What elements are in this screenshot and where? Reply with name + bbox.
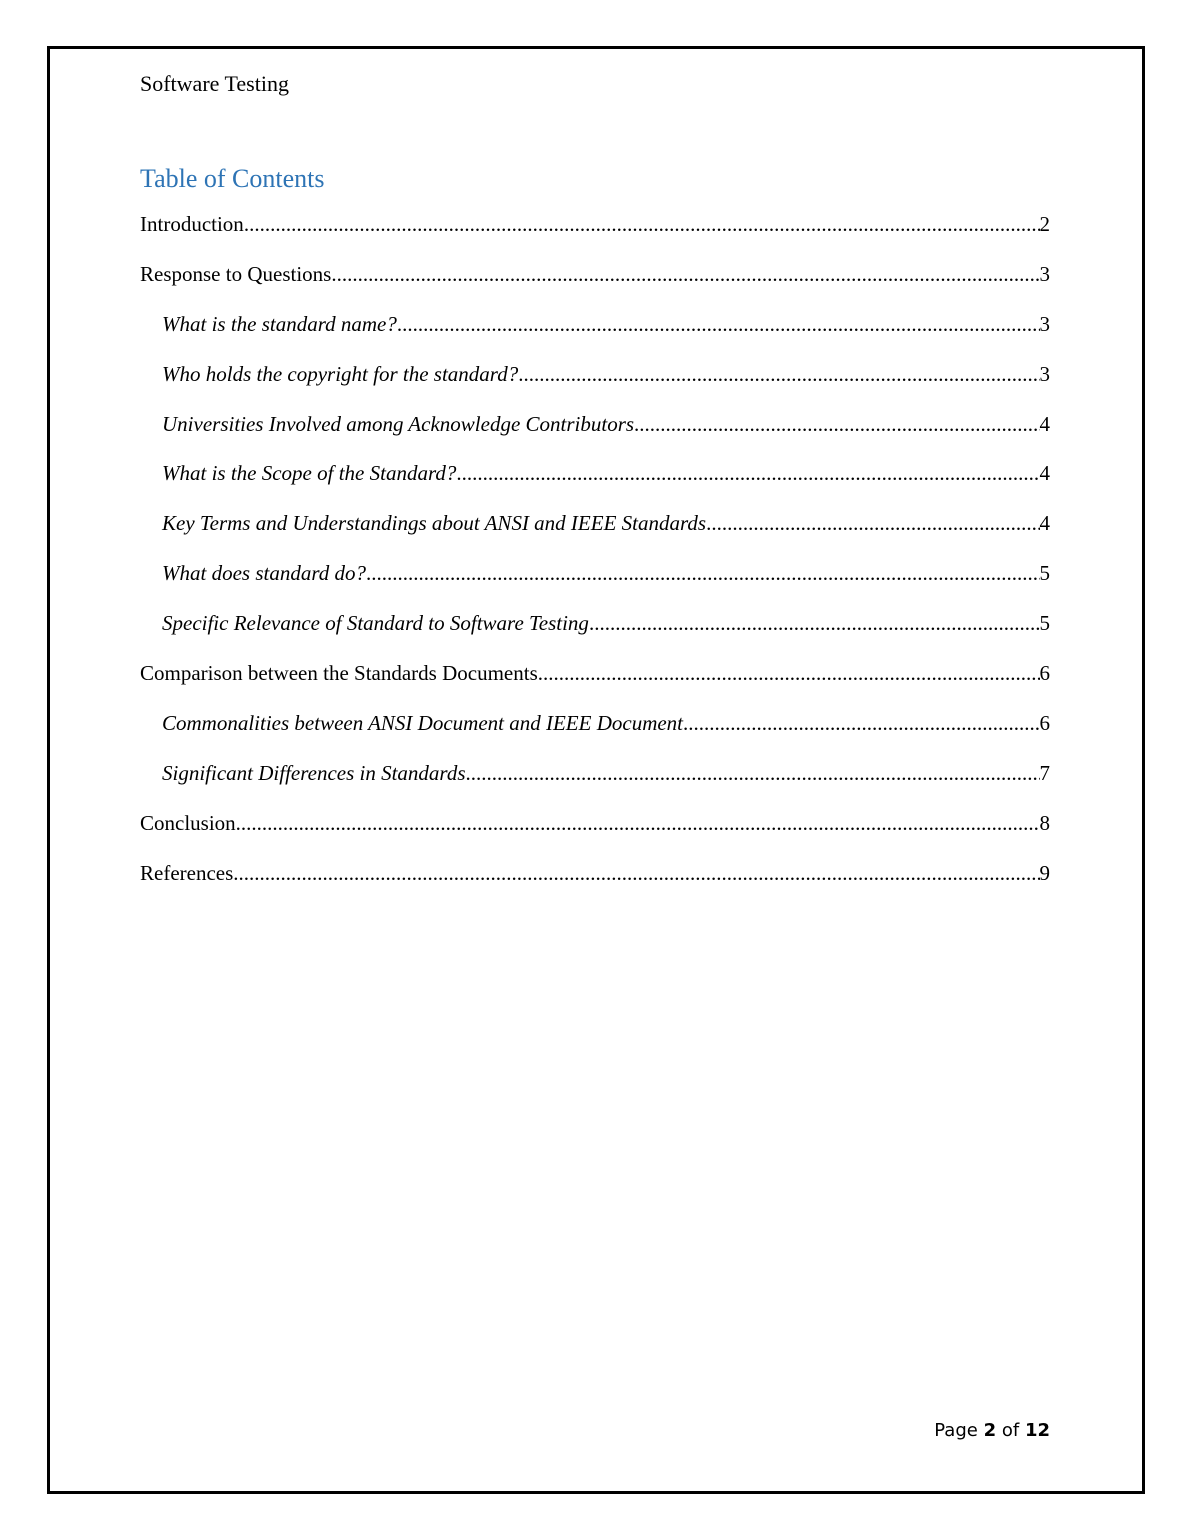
toc-entry-label[interactable]: What does standard do?	[162, 561, 366, 586]
toc-entry-page: 3	[1039, 361, 1050, 386]
toc-entry-page: 4	[1039, 461, 1050, 486]
toc-entry-differences[interactable]	[140, 759, 1050, 809]
toc-leader-dots	[706, 509, 1039, 537]
toc-entry-page: 2	[1039, 212, 1050, 236]
document-header: Software Testing	[140, 71, 289, 96]
toc-leader-dots	[538, 659, 1040, 687]
toc-leader-dots	[233, 859, 1039, 887]
table-of-contents	[140, 210, 1050, 908]
toc-leader-dots	[397, 310, 1040, 338]
toc-entry-label[interactable]: Response to Questions	[140, 261, 332, 286]
toc-entry-label[interactable]: Comparison between the Standards Documents	[140, 661, 538, 686]
toc-leader-dots	[518, 360, 1039, 388]
toc-leader-dots	[466, 759, 1040, 787]
toc-leader-dots	[634, 410, 1039, 438]
toc-leader-dots	[331, 260, 1039, 288]
toc-entry-page: 9	[1039, 860, 1050, 885]
footer-page-word: Page	[934, 1420, 978, 1441]
toc-entry-introduction[interactable]	[140, 210, 1050, 260]
toc-entry-page: 5	[1039, 561, 1050, 586]
toc-entry-universities[interactable]	[140, 410, 1050, 460]
toc-entry-label[interactable]: Commonalities between ANSI Document and IEEE Document	[162, 710, 684, 735]
toc-entry-page: 3	[1039, 261, 1050, 286]
toc-entry-label[interactable]: Introduction	[140, 212, 244, 236]
footer-total-pages: 12	[1024, 1420, 1050, 1441]
toc-leader-dots	[683, 709, 1039, 737]
toc-entry-references[interactable]	[140, 859, 1050, 909]
toc-entry-label[interactable]: References	[140, 860, 234, 885]
toc-entry-page: 4	[1039, 411, 1050, 436]
toc-entry-page: 5	[1039, 611, 1050, 636]
toc-leader-dots	[244, 210, 1040, 238]
toc-entry-page: 7	[1039, 760, 1050, 785]
footer-of-word: of	[1001, 1420, 1020, 1441]
toc-title: Table of Contents	[140, 164, 325, 193]
toc-entry-comparison[interactable]	[140, 659, 1050, 709]
toc-entry-label[interactable]: What is the Scope of the Standard?	[162, 461, 457, 486]
toc-entry-key-terms[interactable]	[140, 509, 1050, 559]
toc-entry-what-standard-does[interactable]	[140, 559, 1050, 609]
toc-entry-page: 4	[1039, 511, 1050, 536]
toc-entry-standard-name[interactable]	[140, 310, 1050, 360]
toc-entry-label[interactable]: Key Terms and Understandings about ANSI and IEEE Standards	[162, 511, 707, 536]
toc-leader-dots	[589, 609, 1040, 637]
toc-entry-page: 3	[1039, 311, 1050, 336]
toc-entry-label[interactable]: Specific Relevance of Standard to Software Testing	[162, 611, 589, 636]
page-number-footer	[934, 1418, 1050, 1444]
toc-entry-response-to-questions[interactable]	[140, 260, 1050, 310]
toc-entry-label[interactable]: Conclusion	[140, 810, 236, 835]
toc-entry-conclusion[interactable]	[140, 809, 1050, 859]
toc-leader-dots	[456, 459, 1039, 487]
toc-entry-label[interactable]: Universities Involved among Acknowledge Contributors	[162, 411, 635, 436]
footer-current-page: 2	[983, 1420, 997, 1441]
toc-entry-commonalities[interactable]	[140, 709, 1050, 759]
toc-entry-page: 6	[1039, 710, 1050, 735]
toc-leader-dots	[236, 809, 1040, 837]
toc-entry-label[interactable]: What is the standard name?	[162, 311, 397, 336]
toc-entry-relevance[interactable]	[140, 609, 1050, 659]
toc-entry-page: 8	[1039, 810, 1050, 835]
toc-entry-label[interactable]: Who holds the copyright for the standard?	[162, 361, 519, 386]
toc-leader-dots	[366, 559, 1040, 587]
toc-entry-scope[interactable]	[140, 459, 1050, 509]
toc-entry-page: 6	[1039, 661, 1050, 686]
toc-entry-copyright[interactable]	[140, 360, 1050, 410]
toc-entry-label[interactable]: Significant Differences in Standards	[162, 760, 466, 785]
